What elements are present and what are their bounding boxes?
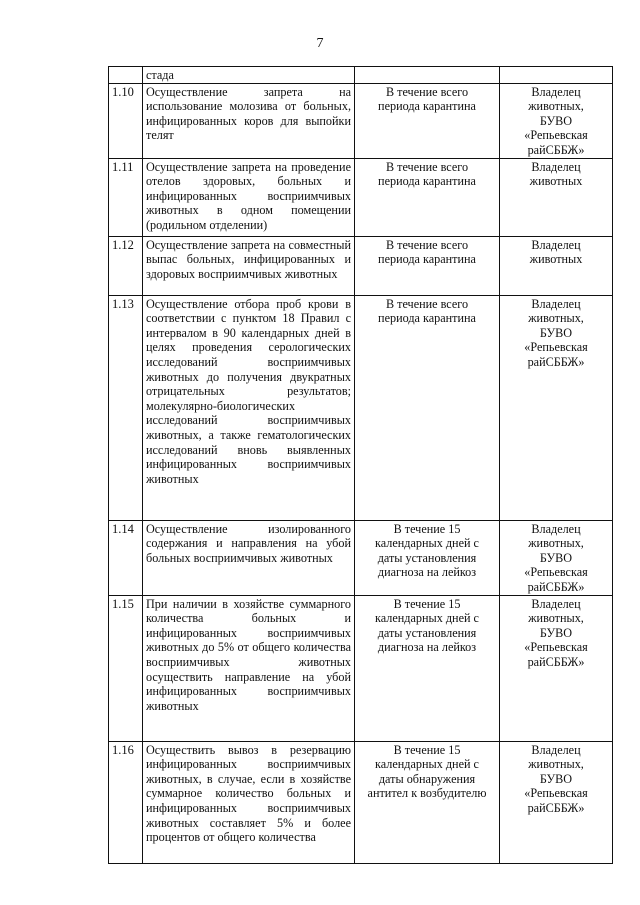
responsible-cell: [500, 741, 613, 863]
responsible-cell: [500, 67, 613, 84]
responsible-cell-text: Владелец животных, БУВО «Репьевская райСББЖ»: [524, 596, 588, 669]
action-cell: [143, 741, 355, 863]
row-number-text: 1.15: [112, 596, 134, 611]
responsible-cell-text: Владелец животных: [529, 159, 583, 189]
row-number-text: 1.16: [112, 742, 134, 757]
responsible-cell-text: Владелец животных, БУВО «Репьевская райСББЖ»: [524, 521, 588, 594]
term-cell: [355, 236, 500, 295]
term-cell-text: В течение всего периода карантина: [378, 296, 476, 326]
measures-table: [108, 66, 613, 864]
action-cell: [143, 83, 355, 158]
row-number-text: 1.14: [112, 521, 134, 536]
responsible-cell-text: Владелец животных, БУВО «Репьевская райСББЖ»: [524, 742, 588, 815]
responsible-cell: [500, 236, 613, 295]
row-number: [109, 158, 143, 236]
action-cell: [143, 236, 355, 295]
table-row: [109, 595, 613, 741]
term-cell-text: В течение всего периода карантина: [378, 237, 476, 267]
responsible-cell: [500, 595, 613, 741]
action-cell: [143, 295, 355, 520]
action-cell-text: Осуществление запрета на совместный выпас больных, инфицированных и здоровых восприимчивых животных: [146, 237, 351, 281]
row-number: [109, 595, 143, 741]
action-cell: [143, 67, 355, 84]
responsible-cell-text: Владелец животных, БУВО «Репьевская райСББЖ»: [524, 84, 588, 157]
term-cell: [355, 520, 500, 595]
table-body: [109, 67, 613, 864]
term-cell-text: В течение 15 календарных дней с даты установления диагноза на лейкоз: [375, 596, 479, 655]
responsible-cell: [500, 295, 613, 520]
table-row: [109, 67, 613, 84]
row-number-text: 1.10: [112, 84, 134, 99]
action-cell-text: Осуществление запрета на проведение отелов здоровых, больных и инфицированных восприимчивых животных в одном помещении (родильном отделении): [146, 159, 351, 232]
row-number: [109, 295, 143, 520]
action-cell-text: Осуществление изолированного содержания и направления на убой больных восприимчивых животных: [146, 521, 351, 565]
table-row: [109, 520, 613, 595]
row-number-text: 1.12: [112, 237, 134, 252]
term-cell-text: В течение всего периода карантина: [378, 159, 476, 189]
responsible-cell-text: Владелец животных: [529, 237, 583, 267]
action-cell: [143, 520, 355, 595]
row-number: [109, 520, 143, 595]
action-cell-text: стада: [146, 68, 174, 82]
term-cell: [355, 158, 500, 236]
table-row: [109, 741, 613, 863]
responsible-cell-text: Владелец животных, БУВО «Репьевская райСББЖ»: [524, 296, 588, 369]
term-cell: [355, 295, 500, 520]
row-number-text: 1.11: [112, 159, 134, 174]
action-cell-text: Осуществить вывоз в резервацию инфицированных восприимчивых животных, в случае, если в хозяйстве суммарное количество больных и инфицированных восприимчивых животных составляет 5% и более процентов от общего количества: [146, 742, 351, 845]
row-number: [109, 67, 143, 84]
row-number: [109, 83, 143, 158]
action-cell-text: Осуществление запрета на использование молозива от больных, инфицированных коров для выпойки телят: [146, 84, 351, 143]
row-number: [109, 236, 143, 295]
action-cell-text: Осуществление отбора проб крови в соответствии с пунктом 18 Правил с интервалом в 90 календарных дней в целях проведения серологических исследований восприимчивых животных до получения двукратных отрицательных результатов; молекулярно-биологических исследований восприимчивых животных, а также гематологических исследований вновь выявленных инфицированных восприимчивых животных: [146, 296, 351, 486]
term-cell-text: В течение всего периода карантина: [378, 84, 476, 114]
table-row: [109, 295, 613, 520]
term-cell-text: В течение 15 календарных дней с даты обнаружения антител к возбудителю: [367, 742, 487, 801]
responsible-cell: [500, 83, 613, 158]
table-row: [109, 158, 613, 236]
term-cell-text: В течение 15 календарных дней с даты установления диагноза на лейкоз: [375, 521, 479, 580]
term-cell: [355, 595, 500, 741]
table-row: [109, 83, 613, 158]
action-cell: [143, 595, 355, 741]
page-number: 7: [316, 36, 324, 51]
responsible-cell: [500, 158, 613, 236]
term-cell: [355, 67, 500, 84]
action-cell-text: При наличии в хозяйстве суммарного количества больных и инфицированных восприимчивых животных до 5% от общего количества восприимчивых животных осуществить направление на убой инфицированных восприимчивых животных: [146, 596, 351, 713]
row-number-text: 1.13: [112, 296, 134, 311]
responsible-cell: [500, 520, 613, 595]
action-cell: [143, 158, 355, 236]
table-row: [109, 236, 613, 295]
term-cell: [355, 83, 500, 158]
row-number: [109, 741, 143, 863]
term-cell: [355, 741, 500, 863]
